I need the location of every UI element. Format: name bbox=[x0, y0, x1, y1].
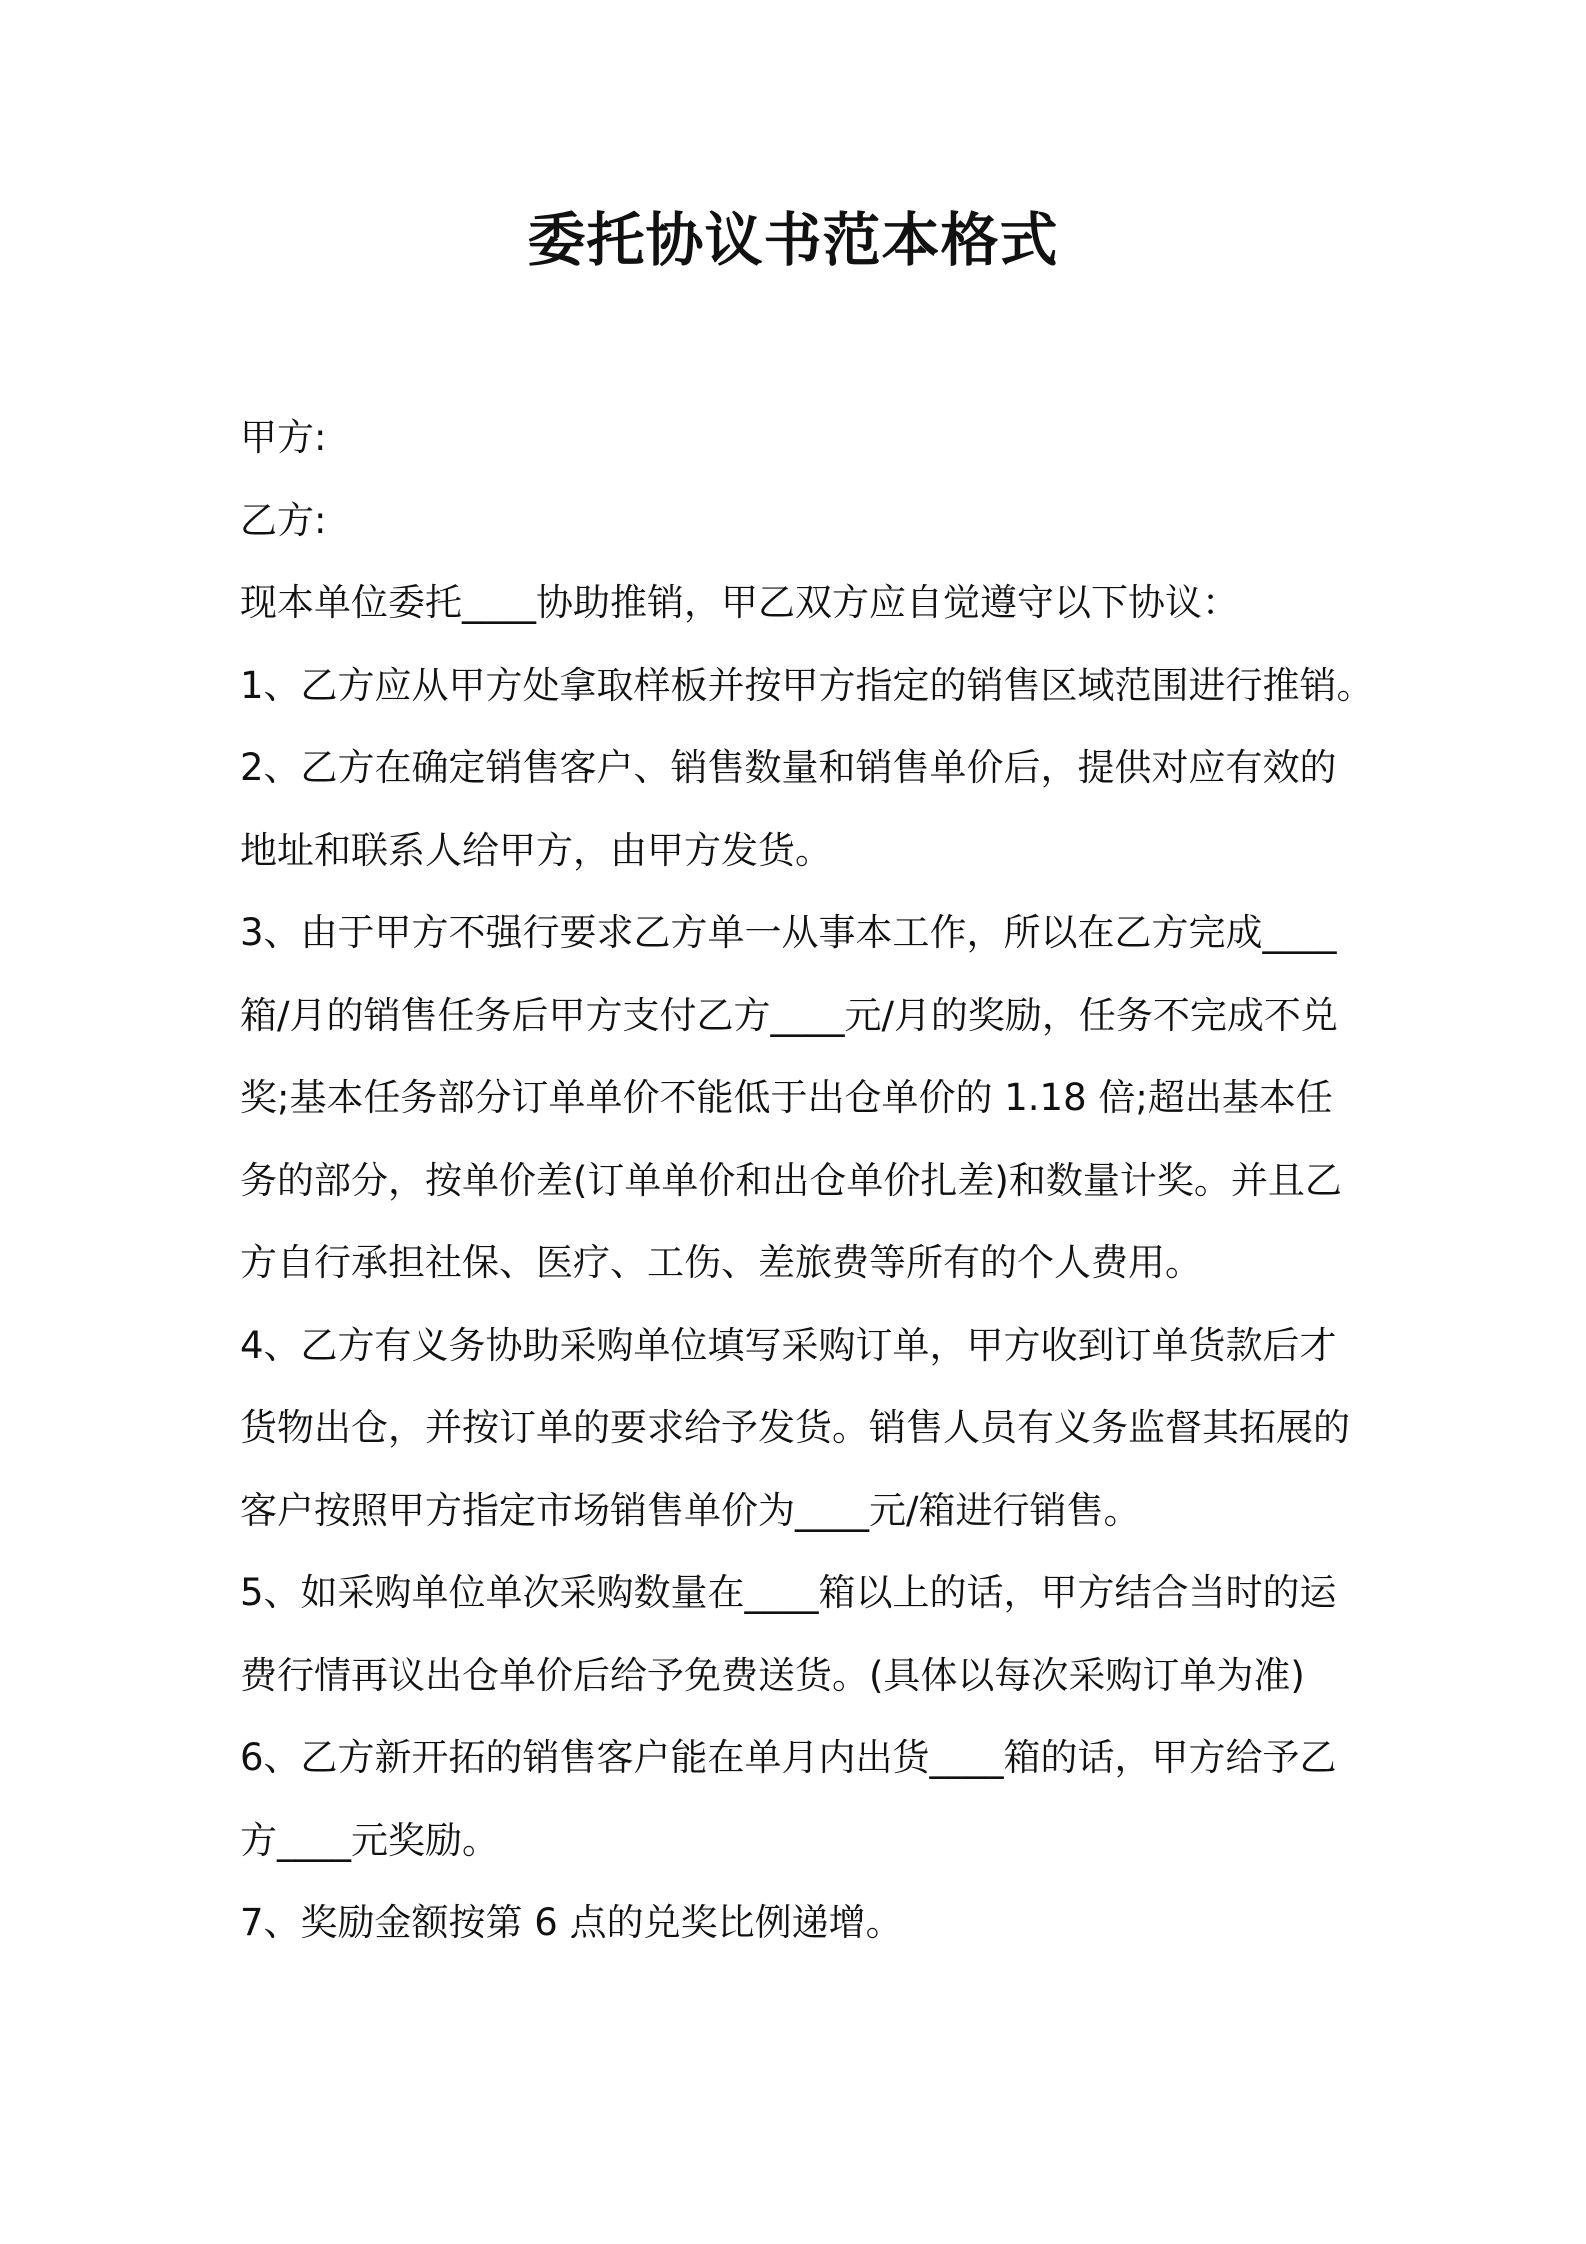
clause-4-line-3: 客户按照甲方指定市场销售单价为____元/箱进行销售。 bbox=[240, 1489, 1141, 1532]
clause-5-line-2: 费行情再议出仓单价后给予免费送货。(具体以每次采购订单为准) bbox=[240, 1654, 1305, 1697]
clause-5-line-1: 5、如采购单位单次采购数量在____箱以上的话，甲方结合当时的运 bbox=[240, 1571, 1337, 1614]
intro-line: 现本单位委托____协助推销，甲乙双方应自觉遵守以下协议： bbox=[240, 581, 1239, 624]
party-b-line: 乙方: bbox=[240, 499, 327, 542]
clause-3-line-5: 方自行承担社保、医疗、工伤、差旅费等所有的个人费用。 bbox=[240, 1241, 1202, 1284]
party-a-line: 甲方: bbox=[240, 416, 327, 459]
clause-6-line-1: 6、乙方新开拓的销售客户能在单月内出货____箱的话，甲方给予乙 bbox=[240, 1736, 1337, 1779]
clause-2-line-2: 地址和联系人给甲方，由甲方发货。 bbox=[240, 829, 832, 872]
document-title: 委托协议书范本格式 bbox=[527, 206, 1059, 274]
clause-3-line-2: 箱/月的销售任务后甲方支付乙方____元/月的奖励，任务不完成不兑 bbox=[240, 994, 1338, 1037]
clause-4-line-2: 货物出仓，并按订单的要求给予发货。销售人员有义务监督其拓展的 bbox=[240, 1406, 1350, 1449]
clause-2-line-1: 2、乙方在确定销售客户、销售数量和销售单价后，提供对应有效的 bbox=[240, 746, 1337, 789]
clause-1-line: 1、乙方应从甲方处拿取样板并按甲方指定的销售区域范围进行推销。 bbox=[240, 664, 1374, 707]
clause-4-line-1: 4、乙方有义务协助采购单位填写采购订单，甲方收到订单货款后才 bbox=[240, 1324, 1337, 1367]
clause-7-line: 7、奖励金额按第 6 点的兑奖比例递增。 bbox=[240, 1901, 903, 1944]
clause-3-line-3: 奖;基本任务部分订单单价不能低于出仓单价的 1.18 倍;超出基本任 bbox=[240, 1076, 1333, 1119]
clause-3-line-1: 3、由于甲方不强行要求乙方单一从事本工作，所以在乙方完成____ bbox=[240, 911, 1337, 954]
clause-3-line-4: 务的部分，按单价差(订单单价和出仓单价扎差)和数量计奖。并且乙 bbox=[240, 1159, 1342, 1202]
clause-6-line-2: 方____元奖励。 bbox=[240, 1819, 499, 1862]
